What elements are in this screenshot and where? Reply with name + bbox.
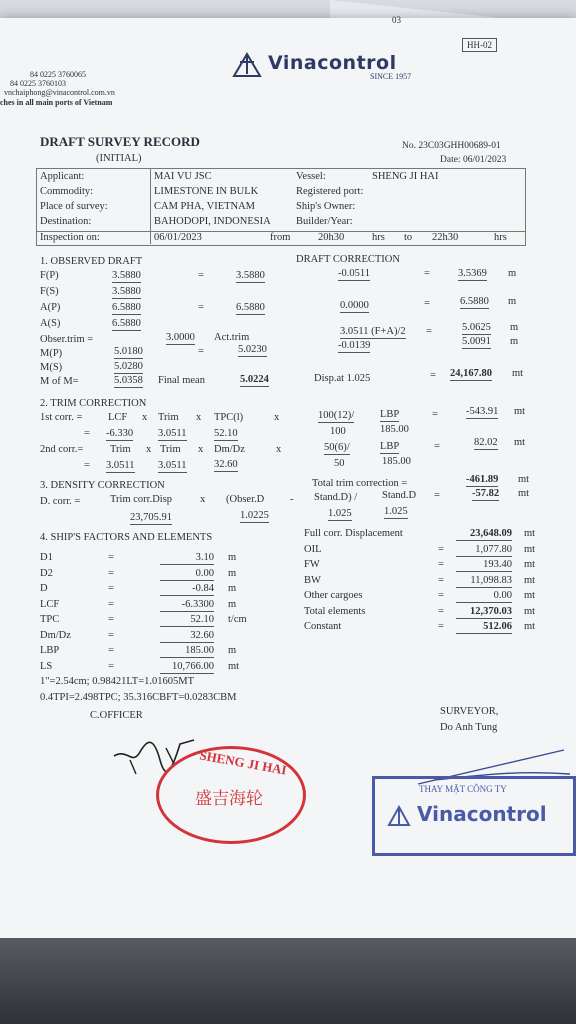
times-3: x [274,412,280,423]
element-eq: = [438,621,444,632]
f1-bottom: 100 [330,426,346,437]
equals-3: = [434,490,440,501]
unit-mt-4: mt [518,488,530,499]
reference-number: No. 23C03GHH00689-01 [402,141,501,151]
stand-d-value-2: 1.025 [384,506,408,517]
builder-label: Builder/Year: [296,216,353,227]
company-name: Vinacontrol [268,52,397,74]
element-eq: = [438,559,444,570]
f2-bottom: 50 [334,458,345,469]
company-tel: 84 0225 3760065 [30,70,86,79]
stamp-scales-icon [387,805,411,827]
document-page: 03 HH-02 Vinacontrol SINCE 1957 84 0225 3760065 84 0225 3760103 vnchaiphong@vinacontrol.com.vn ches in all main ports of Vietnam DRAFT SURVEY RECORD (INITIAL) No. 23C03GHH00689-01 Date: 06/01/2023 Applicant: MAI VU JSC Commodity: LIMESTONE IN BULK Place of survey: CAM PHA, VIETNAM Destination: BAHODOPI, INDONESIA Inspection on: 06/01/2023 from 20h30 hrs to 22h30 hrs Vessel: SHENG JI HAI Registered port: Ship's Owner: Builder/Year: 1. OBSERVED DRAFT DRAFT CORRECTION F(P) 3.5880 = 3.5880 -0.0511 = 3.5369 m F(S) 3.5880 A(P) 6.5880 = 6.5880 0.0000 = 6.5880 m A(S) 6.5880 Obser.trim = 3.0000 Act.trim 3.0511 (F+A)/2 = 5.0625 m M(P) 5.0180 = 5.0230 -0.0139 5.0091 m M(S) 5.0280 M of M= 5.0358 Final mean 5.0224 Disp.at 1.025 = 24,167.80 mt 2. TRIM CORRECTION 1st corr. = LCF x Trim x TPC(l) x 100(12)/ LBP = -543.91 mt = -6.330 3.0511 52.10 100 185.00 2nd corr.= Trim x Trim x Dm/Dz x 50(6)/ LBP = 82.02 mt = 3.0511 3.0511 32.60 50 185.00 Total trim correction = -461.89 mt 3. DENSITY CORRECTION D. corr. = Trim corr.Disp x (Obser.D - Stand.D) / Stand.D = -57.82 mt 23,705.91 1.0225 1.025 1.025 4. SHIP'S FACTORS AND ELEMENTS D1 = 3.10 m D2 = 0.00 m D = -0.84 m LCF = -6.3300 m TPC = 52.10 t/cm Dm/Dz = 32.60 LBP = 185.00 m LS = 10,766.00 mt 1"=2.54cm; 0.98421LT=1.01605MT 0.4TPI=2.498TPC; 35.316CBFT=0.0283CBM C.OFFICER Full corr. Displacement 23,648.09 mt OIL = 1,077.80 mt FW = 193.40 mt BW = 11,098.83 mt Other cargoes = 0.00 mt Total elements = 12,370.03 mt Constant = 512.06 mt SURVEYOR, Do Anh Tung SHENG JI HAI 盛吉海轮 THAY MẶT CÔNG TY Vinacontrol [0,18,576,938]
scales-icon [232,52,262,78]
fs-label: F(S) [40,286,59,297]
factor-key: D [40,583,48,594]
factors-title: 4. SHIP'S FACTORS AND ELEMENTS [40,532,213,543]
mp-value: 5.0180 [114,346,143,357]
lbp-head-2: LBP [380,441,400,452]
factor-eq: = [108,598,114,610]
element-unit: mt [524,528,536,539]
element-unit: mt [524,543,536,555]
ap-value: 6.5880 [112,302,141,313]
element-eq: = [438,574,444,586]
element-key: Total elements [304,605,366,617]
lbp-value: 185.00 [380,424,409,435]
fp-value: 3.5880 [112,270,141,281]
second-corr-label: 2nd corr.= [40,444,84,455]
lcf-value: -6.330 [106,428,134,439]
factor-unit: m [228,567,237,579]
fs-value: 3.5880 [112,286,141,297]
f-correction: -0.0511 [338,268,370,279]
observed-title: 1. OBSERVED DRAFT [40,256,143,267]
officer-label: C.OFFICER [90,710,143,721]
factor-unit: m [228,598,237,610]
density-corr-label: D. corr. = [40,496,81,507]
place-value: CAM PHA, VIETNAM [154,201,256,212]
trim-value-3: 3.0511 [158,460,187,471]
surveyor-name: Do Anh Tung [440,722,498,733]
m-result: 5.0091 [462,336,491,347]
surveyor-label: SURVEYOR, [440,706,499,717]
element-unit: mt [524,621,536,632]
ap-label: A(P) [40,302,61,313]
factor-unit: m [228,645,237,656]
as-label: A(S) [40,318,61,329]
density-result: -57.82 [472,488,500,499]
commodity-label: Commodity: [40,186,94,197]
ship-stamp-cn: 盛吉海轮 [195,789,263,809]
factor-key: LCF [40,598,60,610]
times-2: x [196,412,202,423]
factor-key: Dm/Dz [40,629,71,641]
conversion-2: 0.4TPI=2.498TPC; 35.316CBFT=0.0283CBM [40,692,237,703]
density-title: 3. DENSITY CORRECTION [40,480,165,491]
correction-title: DRAFT CORRECTION [296,254,400,265]
lbp-head: LBP [380,409,400,420]
inspection-date: 06/01/2023 [154,232,202,243]
destination-label: Destination: [40,216,92,227]
m-mean: 5.0230 [238,344,267,355]
equals-1: = [432,409,438,420]
destination-value: BAHODOPI, INDONESIA [154,216,271,227]
inspection-label: Inspection on: [40,232,100,243]
page-subtitle: (INITIAL) [96,153,142,164]
commodity-value: LIMESTONE IN BULK [154,186,259,197]
mp-label: M(P) [40,348,63,359]
stamp-brand: Vinacontrol [417,802,547,826]
factor-key: D2 [40,567,53,579]
f1-top: 100(12)/ [318,410,355,421]
from-label: from [270,232,291,243]
factor-value: 0.00 [160,568,214,581]
trim-head: Trim [158,412,179,423]
factor-eq: = [108,567,114,579]
dmdz-head: Dm/Dz [214,444,245,455]
element-value: 12,370.03 [456,606,512,619]
trim-title: 2. TRIM CORRECTION [40,398,147,409]
obser-d-value: 1.0225 [240,510,269,521]
factor-value: 10,766.00 [160,661,214,674]
second-corr-result: 82.02 [474,437,498,448]
element-value: 512.06 [456,621,512,634]
record-date: Date: 06/01/2023 [440,155,507,165]
form-code: HH-02 [462,38,497,52]
hrs-label-1: hrs [372,232,385,243]
element-key: OIL [304,543,322,555]
unit-mt-3: mt [518,474,530,485]
corner-fragment: 03 [392,15,401,25]
tpc-head: TPC(l) [214,412,244,423]
company-email: vnchaiphong@vinacontrol.com.vn [4,88,115,97]
element-value: 1,077.80 [456,544,512,557]
lcf-head: LCF [108,412,128,423]
trim-formula: 3.0511 (F+A)/2 [340,326,406,337]
conversion-1: 1"=2.54cm; 0.98421LT=1.01605MT [40,676,194,687]
times-4: x [146,444,152,455]
element-value: 0.00 [456,590,512,603]
owner-label: Ship's Owner: [296,201,356,212]
unit-mt-2: mt [514,437,526,448]
factor-value: 3.10 [160,552,214,565]
factor-unit: m [228,552,237,563]
times-5: x [198,444,204,455]
element-key: BW [304,574,321,586]
minus-sign: - [290,494,294,505]
a-mean: 6.5880 [236,302,265,313]
element-key: FW [304,559,320,570]
times-7: x [200,494,206,505]
factor-eq: = [108,552,114,563]
element-value: 193.40 [456,559,512,572]
element-unit: mt [524,559,536,570]
company-since: SINCE 1957 [370,72,412,81]
factor-eq: = [108,645,114,656]
ship-stamp [156,746,306,844]
disp-unit: mt [512,368,524,379]
factor-value: -0.84 [160,583,214,596]
times-6: x [276,444,282,455]
disp-label: Disp.at 1.025 [314,373,371,384]
f2-top: 50(6)/ [324,442,350,453]
factor-eq: = [108,583,114,594]
element-key: Full corr. Displacement [304,528,403,539]
factor-eq: = [108,614,114,625]
element-eq: = [438,605,444,617]
to-time: 22h30 [432,232,459,243]
to-label: to [404,232,413,243]
f-result: 3.5369 [458,268,487,279]
company-fax: 84 0225 3760103 [10,79,66,88]
dmdz-value: 32.60 [214,459,238,470]
trim-result: 5.0625 [462,322,491,333]
stand-d-head: Stand.D) / [314,492,358,503]
density-formula: Trim corr.Disp [110,494,173,505]
as-value: 6.5880 [112,318,141,329]
ms-value: 5.0280 [114,361,143,372]
element-key: Other cargoes [304,590,363,601]
applicant-label: Applicant: [40,171,85,182]
act-trim-label: Act.trim [214,332,250,343]
unit-m-1: m [508,268,517,279]
element-value: 11,098.83 [456,575,512,588]
trim-head-3: Trim [160,444,181,455]
final-mean-label: Final mean [158,375,205,386]
hrs-label-2: hrs [494,232,507,243]
factor-value: 185.00 [160,645,214,658]
first-corr-label: 1st corr. = [40,412,83,423]
ms-label: M(S) [40,362,63,373]
total-trim-value: -461.89 [466,474,499,485]
stand-d-head-2: Stand.D [382,490,417,501]
density-disp-value: 23,705.91 [130,512,172,523]
company-tagline: ches in all main ports of Vietnam [0,98,113,107]
factor-unit: t/cm [228,614,247,625]
company-logo [232,52,438,82]
factor-value: -6.3300 [160,599,214,612]
element-unit: mt [524,590,536,601]
vinacontrol-stamp [372,776,576,856]
times-1: x [142,412,148,423]
lbp-value-2: 185.00 [382,456,411,467]
trim-head-2: Trim [110,444,131,455]
element-key: Constant [304,621,342,632]
obs-trim-value: 3.0000 [166,332,195,343]
page-title: DRAFT SURVEY RECORD [40,134,200,149]
mofm-value: 5.0358 [114,375,143,386]
factor-value: 32.60 [160,630,214,643]
factor-key: D1 [40,552,53,563]
factor-value: 52.10 [160,614,214,627]
equals-2: = [434,441,440,452]
unit-mt-1: mt [514,406,526,417]
fp-label: F(P) [40,270,59,281]
vessel-label: Vessel: [296,171,326,182]
f-mean: 3.5880 [236,270,265,281]
factor-eq: = [108,660,114,672]
factor-key: TPC [40,614,60,625]
obser-d-head: (Obser.D [226,494,265,505]
a-result: 6.5880 [460,296,489,307]
trim-value: 3.0511 [158,428,187,439]
total-trim-label: Total trim correction = [312,478,408,489]
stand-d-value: 1.025 [328,508,352,519]
m-correction: -0.0139 [338,340,371,351]
port-label: Registered port: [296,186,364,197]
place-label: Place of survey: [40,201,108,212]
element-eq: = [438,543,444,555]
obs-trim-label: Obser.trim = [40,334,94,345]
factor-eq: = [108,629,114,641]
info-divider [150,168,151,244]
desk-bottom [0,938,576,1024]
final-mean-value: 5.0224 [240,374,269,385]
ship-stamp-name: SHENG JI HAI [198,747,288,778]
unit-m-4: m [510,336,519,347]
factor-unit: m [228,583,237,594]
element-value: 23,648.09 [456,528,512,541]
applicant-value: MAI VU JSC [154,171,212,182]
tpc-value: 52.10 [214,428,238,439]
vessel-value: SHENG JI HAI [372,171,439,182]
unit-m-3: m [510,322,519,333]
a-correction: 0.0000 [340,300,369,311]
factor-unit: mt [228,660,240,672]
element-eq: = [438,590,444,601]
trim-value-2: 3.0511 [106,460,135,471]
first-corr-result: -543.91 [466,406,499,417]
mofm-label: M of M= [40,376,79,387]
element-unit: mt [524,605,536,617]
from-time: 20h30 [318,232,345,243]
disp-value: 24,167.80 [450,368,492,379]
factor-key: LBP [40,645,60,656]
unit-m-2: m [508,296,517,307]
factor-key: LS [40,660,53,672]
element-unit: mt [524,574,536,586]
stamp-caption: THAY MẶT CÔNG TY [419,784,507,794]
